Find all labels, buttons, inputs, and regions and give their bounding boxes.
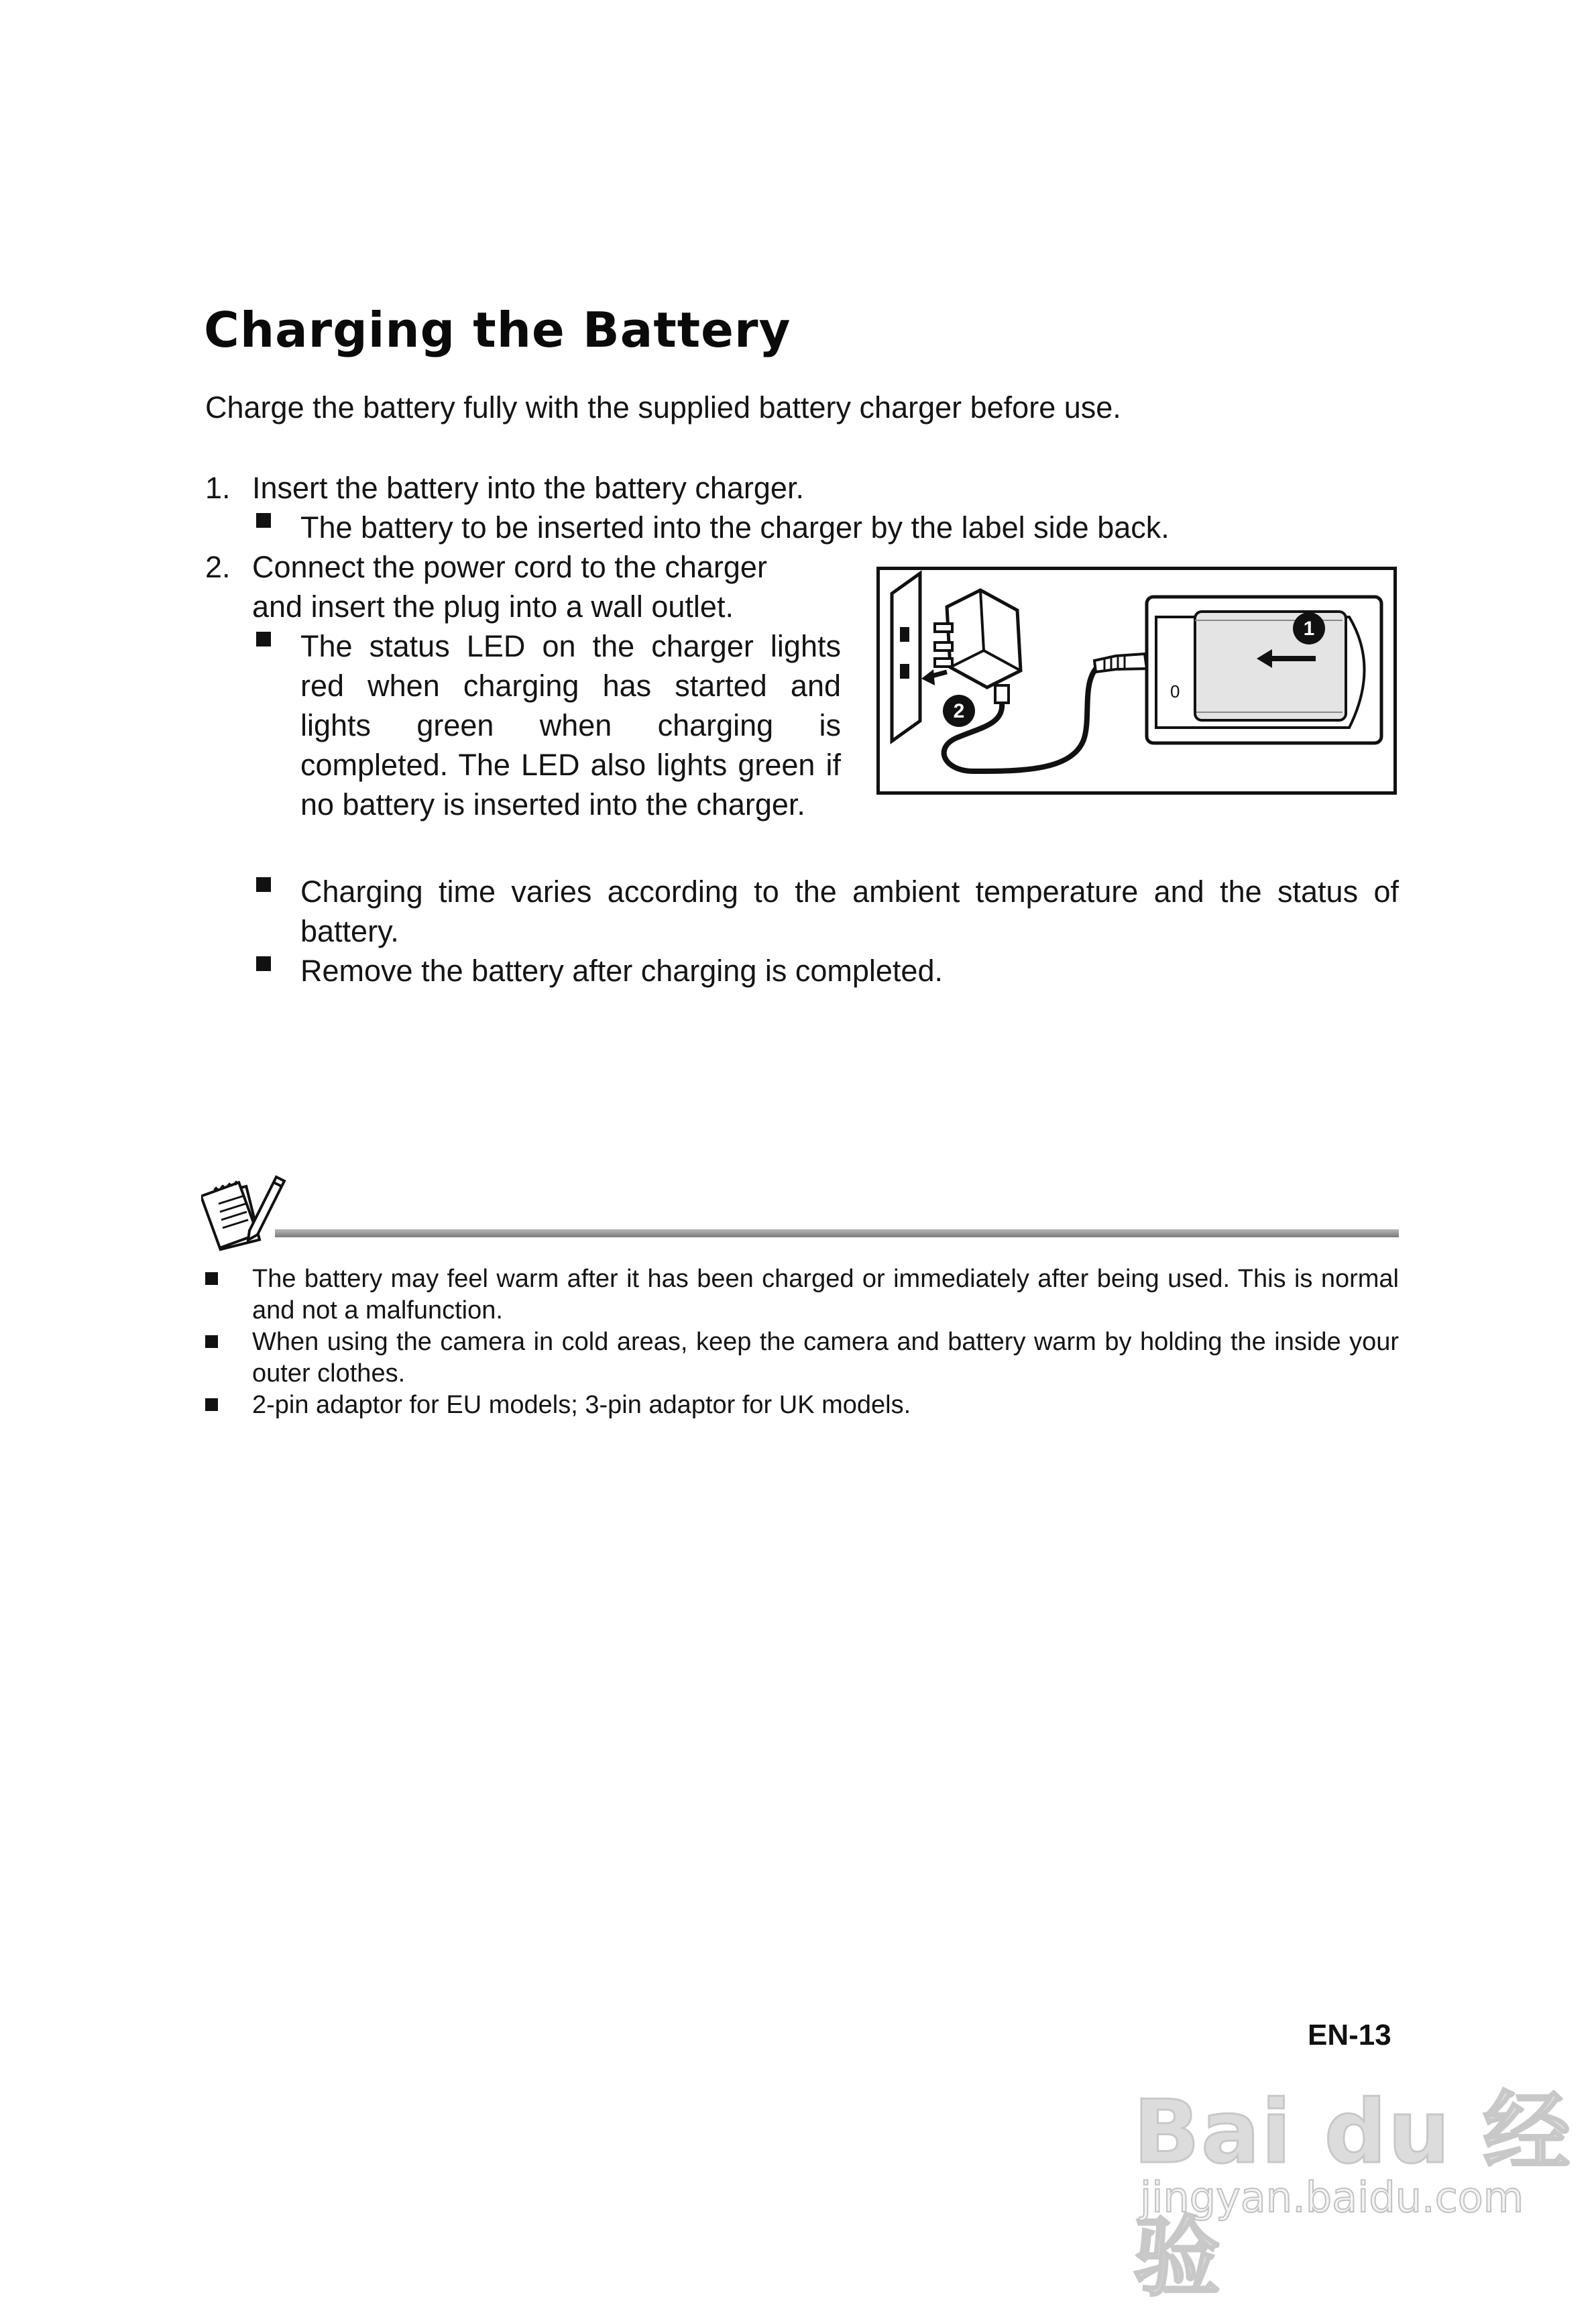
wall-outlet-icon xyxy=(892,573,920,741)
step-1-text: Insert the battery into the battery charger. xyxy=(252,471,804,505)
step-2-text-line-2: and insert the plug into a wall outlet. xyxy=(252,589,734,624)
plug-pin xyxy=(935,642,952,651)
step-2-number: 2. xyxy=(205,550,231,584)
plug-pin xyxy=(935,659,952,667)
outlet-slot xyxy=(900,627,909,642)
callout-2-number: 2 xyxy=(953,700,965,722)
baidu-watermark-url: jingyan.baidu.com xyxy=(1140,2173,1524,2222)
baidu-watermark-logo: Bai du 经验 xyxy=(1133,2081,1572,2308)
charger-led-indicator: 0 xyxy=(1170,681,1180,701)
bullet-square-icon xyxy=(256,956,271,971)
bullet-square-icon xyxy=(205,1335,218,1348)
step-2-bullet-3: Remove the battery after charging is completed. xyxy=(300,954,943,988)
charger-diagram-svg xyxy=(880,570,1393,791)
step-2-bullet-1: The status LED on the charger lights red when charging has started and lights green when charging is completed. The LED also lights green if no battery is inserted into the charger. xyxy=(300,629,841,822)
callout-1-number: 1 xyxy=(1303,618,1315,640)
bullet-square-icon xyxy=(205,1272,218,1285)
bullet-square-icon xyxy=(205,1398,218,1411)
outlet-slot xyxy=(900,664,909,679)
intro-paragraph: Charge the battery fully with the supplied battery charger before use. xyxy=(205,390,1121,425)
note-item-3: 2-pin adaptor for EU models; 3-pin adaptor for UK models. xyxy=(252,1391,911,1419)
page-number: EN-13 xyxy=(1308,2019,1391,2051)
charger-illustration xyxy=(876,567,1397,795)
note-item-2: When using the camera in cold areas, keep the camera and battery warm by holding the inside your outer clothes. xyxy=(252,1328,1399,1388)
step-1-bullet-1: The battery to be inserted into the charger by the label side back. xyxy=(300,510,1170,545)
note-divider xyxy=(275,1229,1399,1237)
bullet-square-icon xyxy=(256,877,271,892)
note-icon xyxy=(201,1170,288,1254)
step-2-text-line-1: Connect the power cord to the charger xyxy=(252,550,767,584)
bullet-square-icon xyxy=(256,513,271,528)
page-title: Charging the Battery xyxy=(204,302,791,358)
cord-connector xyxy=(1094,654,1147,672)
note-item-1: The battery may feel warm after it has been charged or immediately after being used. This is normal and not a malfunction. xyxy=(252,1265,1399,1324)
plug-pin xyxy=(935,624,952,632)
step-1-number: 1. xyxy=(205,471,231,505)
step-2-bullet-2: Charging time varies according to the ambient temperature and the status of battery. xyxy=(300,875,1399,948)
bullet-square-icon xyxy=(256,632,271,646)
